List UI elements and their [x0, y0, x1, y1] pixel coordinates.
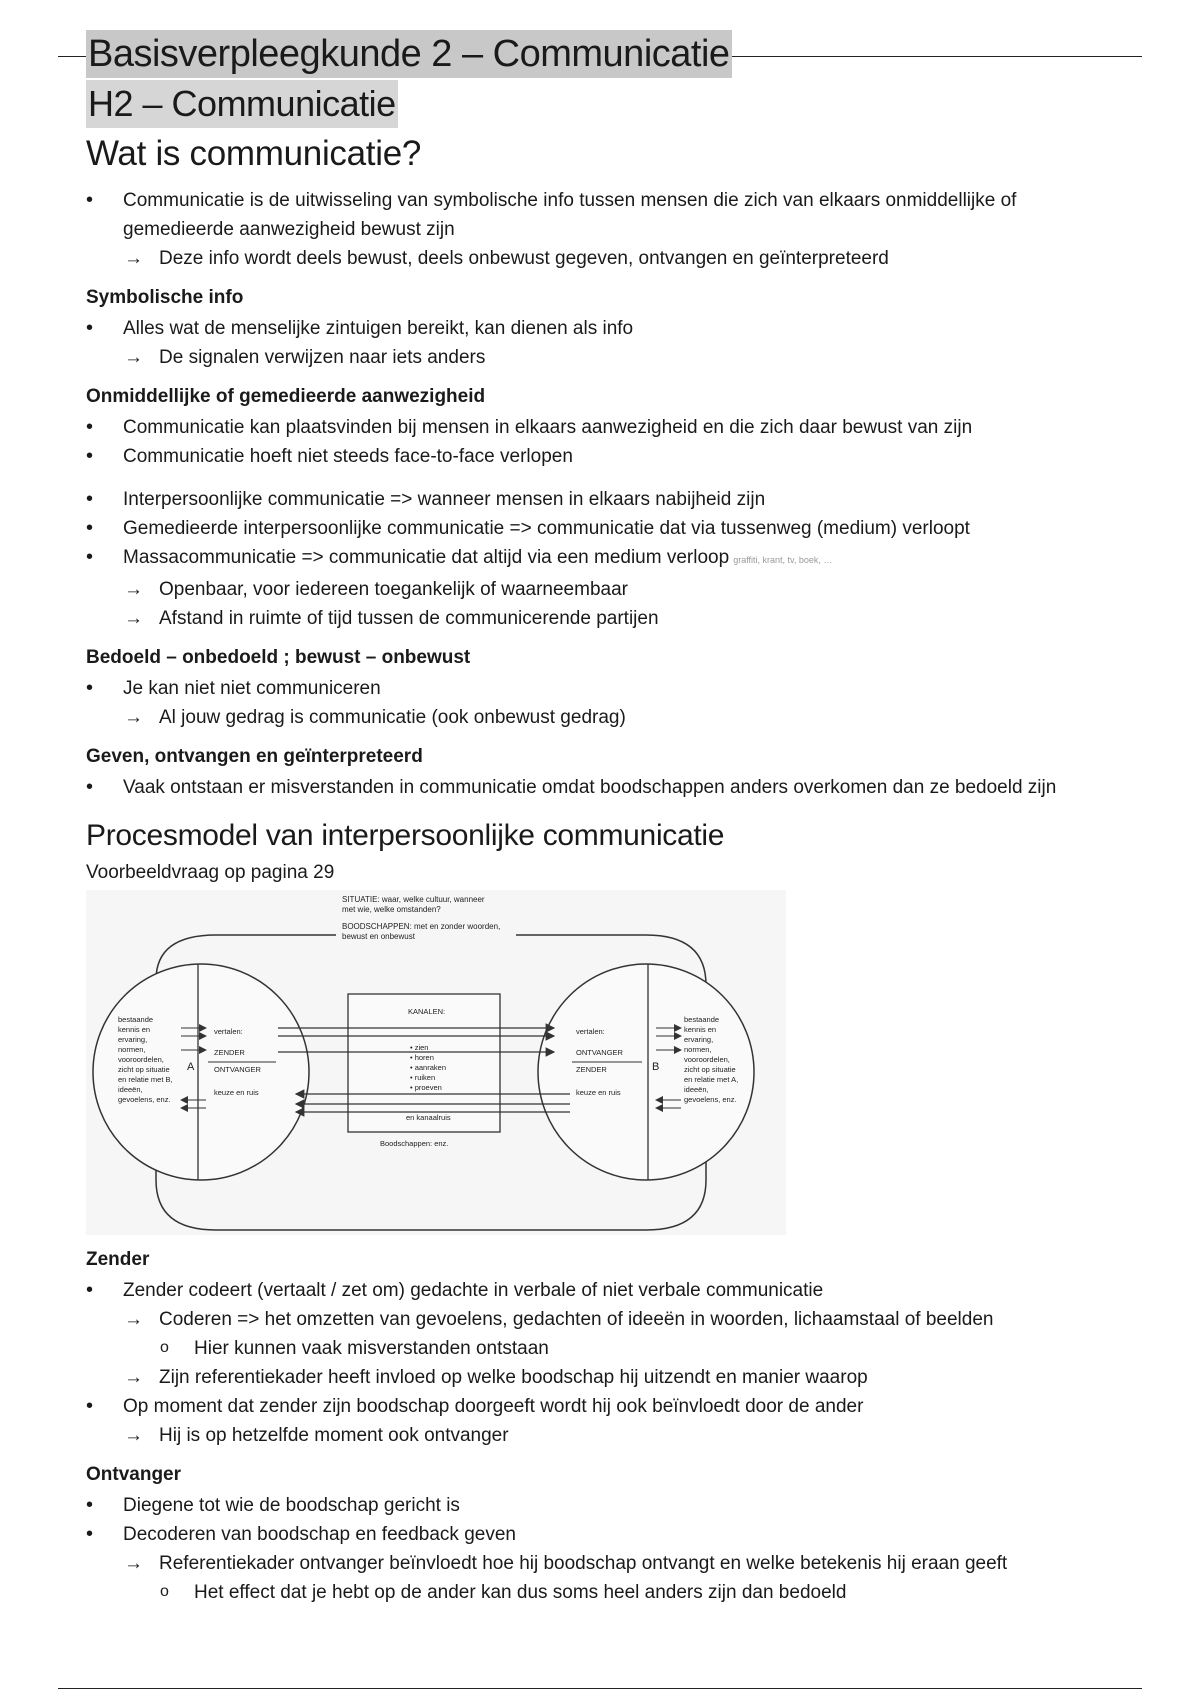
label-b: B — [652, 1061, 660, 1073]
arrow-item: → Referentiekader ontvanger beïnvloedt hoe hij boodschap ontvangt en welke betekenis hij eraan geeft — [86, 1549, 1126, 1578]
list-item — [86, 543, 1126, 575]
list-item: • Je kan niet niet communiceren — [86, 674, 1126, 703]
list-item: • Diegene tot wie de boodschap gericht is — [86, 1491, 1126, 1520]
examples-note: graffiti, krant, tv, boek, … — [733, 555, 833, 565]
diagram-situatie-text: SITUATIE: waar, welke cultuur, wanneer — [342, 895, 485, 904]
list-item: • Alles wat de menselijke zintuigen bereikt, kan dienen als info — [86, 314, 1126, 343]
list-item: • Zender codeert (vertaalt / zet om) gedachte in verbale of niet verbale communicatie — [86, 1276, 1126, 1305]
channel-item: • horen — [410, 1053, 434, 1062]
arrow-item: → Al jouw gedrag is communicatie (ook onbewust gedrag) — [86, 703, 1126, 732]
arrow-item: → De signalen verwijzen naar iets anders — [86, 343, 1126, 372]
left-context-line: vooroordelen, — [118, 1055, 164, 1064]
b-vertalen: vertalen: — [576, 1027, 605, 1036]
right-context-line: en relatie met A, — [684, 1075, 739, 1084]
diagram-boodschappen-text: BOODSCHAPPEN: met en zonder woorden, — [342, 922, 501, 931]
right-context-line: gevoelens, enz. — [684, 1095, 737, 1104]
document-content — [86, 30, 1126, 1607]
heading-geven-ontvangen: Geven, ontvangen en geïnterpreteerd — [86, 746, 423, 767]
diagram-boodschappen-text-2: bewust en onbewust — [342, 932, 415, 941]
heading-procesmodel: Procesmodel van interpersoonlijke communicatie — [86, 819, 725, 852]
left-context-line: kennis en — [118, 1025, 151, 1034]
right-context-line: kennis en — [684, 1025, 717, 1034]
channel-item: • ruiken — [410, 1073, 436, 1082]
diagram-situatie-text-2: met wie, welke omstanden? — [342, 905, 441, 914]
a-keuze: keuze en ruis — [214, 1088, 259, 1097]
arrow-item: → Deze info wordt deels bewust, deels onbewust gegeven, ontvangen en geïnterpreteerd — [86, 244, 1126, 273]
arrow-item: → Zijn referentiekader heeft invloed op welke boodschap hij uitzendt en manier waarop — [86, 1363, 1126, 1392]
heading-wat-is-communicatie: Wat is communicatie? — [86, 134, 422, 173]
right-context-line: vooroordelen, — [684, 1055, 730, 1064]
process-model-svg — [86, 890, 786, 1235]
left-context-line: bestaande — [118, 1015, 154, 1024]
channels-title: KANALEN: — [408, 1007, 446, 1016]
list-item: • Op moment dat zender zijn boodschap doorgeeft wordt hij ook beïnvloedt door de ander — [86, 1392, 1126, 1421]
heading-bedoeld-onbedoeld: Bedoeld – onbedoeld ; bewust – onbewust — [86, 647, 471, 668]
a-zender: ZENDER — [214, 1048, 245, 1057]
left-context-line: normen, — [118, 1045, 146, 1054]
circle-item: o Hier kunnen vaak misverstanden ontstaan — [86, 1334, 1126, 1363]
b-ontvanger: ONTVANGER — [576, 1048, 623, 1057]
circle-item: o Het effect dat je hebt op de ander kan dus soms heel anders zijn dan bedoeld — [86, 1578, 1126, 1607]
list-item: • Gemedieerde interpersoonlijke communicatie => communicatie dat via tussenweg (medium) verloopt — [86, 514, 1126, 543]
example-note: Voorbeeldvraag op pagina 29 — [86, 862, 335, 883]
channel-item: • zien — [410, 1043, 429, 1052]
right-context-line: ervaring, — [684, 1035, 714, 1044]
arrow-item: → Afstand in ruimte of tijd tussen de communicerende partijen — [86, 604, 1126, 633]
channels-noise: en kanaalruis — [406, 1113, 451, 1122]
list-item: • Communicatie is de uitwisseling van symbolische info tussen mensen die zich van elkaars onmiddellijke of gemedieerde aanwezigheid bewust zijn — [86, 186, 1126, 244]
list-item-text: Massacommunicatie => communicatie dat altijd via een medium verloop — [123, 547, 730, 568]
document-title: Basisverpleegkunde 2 – Communicatie — [86, 30, 732, 78]
left-context-line: gevoelens, enz. — [118, 1095, 171, 1104]
arrow-item: → Openbaar, voor iedereen toegankelijk of waarneembaar — [86, 575, 1126, 604]
b-zender: ZENDER — [576, 1065, 607, 1074]
heading-ontvanger: Ontvanger — [86, 1464, 182, 1485]
b-keuze: keuze en ruis — [576, 1088, 621, 1097]
channel-item: • aanraken — [410, 1063, 446, 1072]
channel-item: • proeven — [410, 1083, 442, 1092]
a-vertalen: vertalen: — [214, 1027, 243, 1036]
right-context-line: zicht op situatie — [684, 1065, 736, 1074]
messages-label: Boodschappen: enz. — [380, 1139, 449, 1148]
left-context-line: zicht op situatie — [118, 1065, 170, 1074]
left-context-line: en relatie met B, — [118, 1075, 173, 1084]
heading-symbolische-info: Symbolische info — [86, 287, 244, 308]
process-model-diagram — [86, 890, 786, 1235]
heading-zender: Zender — [86, 1249, 150, 1270]
right-context-line: bestaande — [684, 1015, 720, 1024]
left-context-line: ervaring, — [118, 1035, 148, 1044]
a-ontvanger: ONTVANGER — [214, 1065, 261, 1074]
arrow-item: → Hij is op hetzelfde moment ook ontvanger — [86, 1421, 1126, 1450]
list-item: • Interpersoonlijke communicatie => wanneer mensen in elkaars nabijheid zijn — [86, 485, 1126, 514]
label-a: A — [187, 1061, 195, 1073]
list-item: • Communicatie kan plaatsvinden bij mensen in elkaars aanwezigheid en die zich daar bewust van zijn — [86, 413, 1126, 442]
list-item: • Vaak ontstaan er misverstanden in communicatie omdat boodschappen anders overkomen dan ze bedoeld zijn — [86, 773, 1126, 802]
footer-rule — [58, 1688, 1142, 1689]
right-context-line: ideeën, — [684, 1085, 709, 1094]
arrow-item: → Coderen => het omzetten van gevoelens, gedachten of ideeën in woorden, lichaamstaal of beelden — [86, 1305, 1126, 1334]
list-item: • Communicatie hoeft niet steeds face-to-face verlopen — [86, 442, 1126, 471]
list-item: • Decoderen van boodschap en feedback geven — [86, 1520, 1126, 1549]
left-context-line: ideeën, — [118, 1085, 143, 1094]
heading-onmiddellijke-aanwezigheid: Onmiddellijke of gemedieerde aanwezigheid — [86, 386, 486, 407]
chapter-title: H2 – Communicatie — [86, 80, 398, 128]
right-context-line: normen, — [684, 1045, 712, 1054]
